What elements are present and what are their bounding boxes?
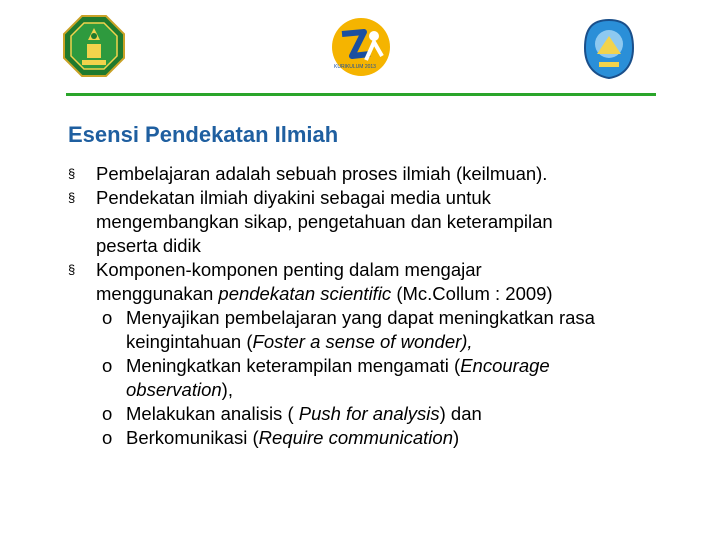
sub-list-item xyxy=(66,402,706,426)
bullet-marker: § xyxy=(68,262,76,277)
sub-bullet-marker: o xyxy=(102,355,113,376)
sub-bullet-text: Menyajikan pembelajaran yang dapat meningkatkan rasa xyxy=(126,307,595,328)
sub-bullet-marker: o xyxy=(102,427,113,448)
bullet-text: Pembelajaran adalah sebuah proses ilmiah (keilmuan). xyxy=(96,163,548,184)
sub-bullet-text: Meningkatkan keterampilan mengamati (Encourage xyxy=(126,355,550,376)
tut-wuri-handayani-emblem-icon xyxy=(583,18,635,80)
sub-bullet-text: keingintahuan (Foster a sense of wonder), xyxy=(126,331,473,352)
sub-bullet-marker: o xyxy=(102,307,113,328)
sub-list-item xyxy=(66,306,706,354)
bullet-text: Pendekatan ilmiah diyakini sebagai media untuk xyxy=(96,187,491,208)
bullet-list xyxy=(66,162,706,450)
bullet-text: peserta didik xyxy=(96,235,201,256)
list-item xyxy=(66,162,706,186)
sub-bullet-marker: o xyxy=(102,403,113,424)
sub-bullet-text: Berkomunikasi (Require communication) xyxy=(126,427,460,448)
bullet-marker: § xyxy=(68,166,76,181)
bullet-text: menggunakan pendekatan scientific (Mc.Collum : 2009) xyxy=(96,283,553,304)
logo-caption: KURIKULUM 2013 xyxy=(334,64,376,70)
list-item xyxy=(66,186,706,258)
kementerian-agama-emblem-icon xyxy=(62,14,126,78)
list-item xyxy=(66,258,706,306)
bullet-text: mengembangkan sikap, pengetahuan dan keterampilan xyxy=(96,211,553,232)
sub-list-item xyxy=(66,354,706,402)
header-divider xyxy=(66,93,656,96)
sub-bullet-text: Melakukan analisis ( Push for analysis) dan xyxy=(126,403,482,424)
bullet-text: Komponen-komponen penting dalam mengajar xyxy=(96,259,482,280)
sub-list-item xyxy=(66,426,706,450)
slide-title: Esensi Pendekatan Ilmiah xyxy=(68,122,339,147)
kurikulum-2013-logo-icon xyxy=(330,16,392,78)
bullet-marker: § xyxy=(68,190,76,205)
sub-bullet-text: observation), xyxy=(126,379,233,400)
